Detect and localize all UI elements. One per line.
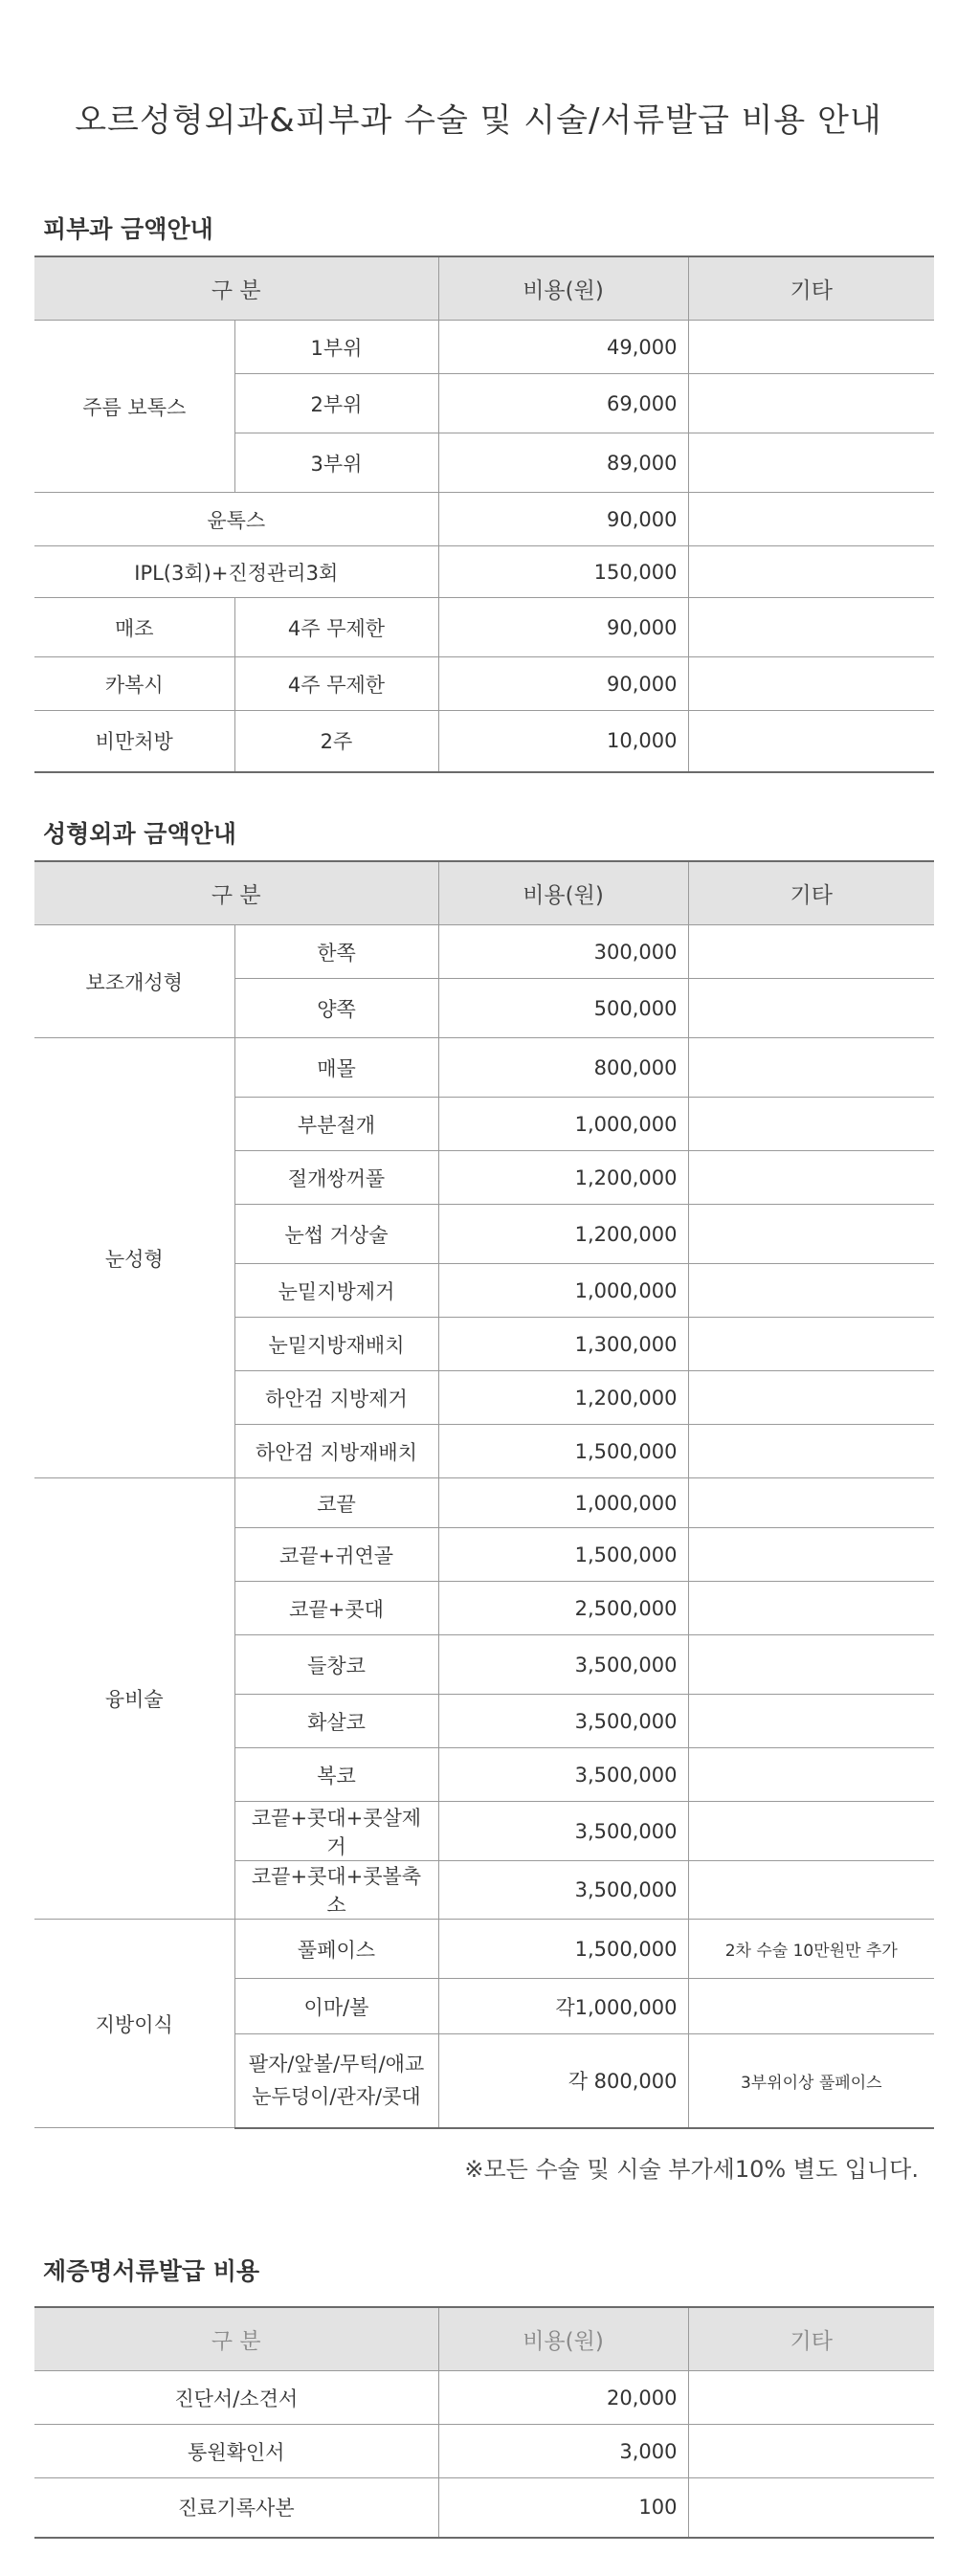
derm-price-table [34,255,934,773]
cost-cell: 90,000 [438,657,688,711]
item-cell: 3부위 [234,433,438,493]
cost-cell: 3,500,000 [438,1695,688,1748]
header-category: 구 분 [34,256,438,321]
note-cell [688,1979,934,2034]
table-row [34,598,934,657]
item-cell: 진단서/소견서 [34,2371,438,2425]
note-cell: 3부위이상 풀페이스 [688,2034,934,2128]
table-header-row [34,861,934,925]
cost-cell: 89,000 [438,433,688,493]
note-cell: 2차 수술 10만원만 추가 [688,1920,934,1979]
table-header-row [34,2307,934,2371]
table-row [34,1920,934,1979]
table-row [34,546,934,598]
table-row [34,2425,934,2478]
vat-footnote: ※모든 수술 및 시술 부가세10% 별도 입니다. [464,2156,919,2183]
page-title: 오르성형외과&피부과 수술 및 시술/서류발급 비용 안내 [75,101,882,140]
item-cell: 눈썹 거상술 [234,1205,438,1264]
cost-cell: 800,000 [438,1038,688,1098]
group-label-botox: 주름 보톡스 [34,321,234,493]
item-cell: 통원확인서 [34,2425,438,2478]
note-cell [688,598,934,657]
note-cell [688,1748,934,1802]
note-cell [688,1582,934,1635]
item-cell: 1부위 [234,321,438,374]
note-cell [688,1635,934,1695]
item-line: 눈두덩이/관자/콧대 [252,2085,421,2109]
note-cell [688,493,934,546]
table-row [34,321,934,374]
cost-cell: 각 800,000 [438,2034,688,2128]
item-cell [234,2034,438,2128]
cost-cell: 10,000 [438,711,688,772]
cost-cell: 1,200,000 [438,1205,688,1264]
item-cell: 화살코 [234,1695,438,1748]
header-note: 기타 [688,2307,934,2371]
item-cell: 하안검 지방제거 [234,1371,438,1425]
note-cell [688,925,934,979]
note-cell [688,374,934,433]
group-label: 매조 [34,598,234,657]
cost-cell: 150,000 [438,546,688,598]
table-header-row [34,256,934,321]
note-cell [688,1528,934,1582]
cost-cell: 1,200,000 [438,1371,688,1425]
header-cost: 비용(원) [438,256,688,321]
cost-cell: 1,500,000 [438,1425,688,1478]
table-row [34,2478,934,2538]
item-cell: 이마/볼 [234,1979,438,2034]
table-row [34,657,934,711]
note-cell [688,1151,934,1205]
header-note: 기타 [688,861,934,925]
cost-cell: 1,500,000 [438,1528,688,1582]
item-cell: 코끝+콧대 [234,1582,438,1635]
table-row [34,1478,934,1528]
item-cell: 절개쌍꺼풀 [234,1151,438,1205]
note-cell [688,1371,934,1425]
note-cell [688,711,934,772]
item-cell: 2주 [234,711,438,772]
note-cell [688,1318,934,1371]
note-cell [688,433,934,493]
note-cell [688,546,934,598]
item-cell: 코끝+콧대+콧살제거 [234,1802,438,1861]
note-cell [688,1038,934,1098]
note-cell [688,1861,934,1920]
cost-cell: 3,000 [438,2425,688,2478]
item-cell: 진료기록사본 [34,2478,438,2538]
note-cell [688,2425,934,2478]
group-label: 카복시 [34,657,234,711]
cost-cell: 20,000 [438,2371,688,2425]
derm-section-title: 피부과 금액안내 [43,215,213,243]
cost-cell: 1,300,000 [438,1318,688,1371]
group-label-dimple: 보조개성형 [34,925,234,1038]
cost-cell: 3,500,000 [438,1748,688,1802]
cost-cell: 1,000,000 [438,1264,688,1318]
header-note: 기타 [688,256,934,321]
header-category: 구 분 [34,2307,438,2371]
cost-cell: 2,500,000 [438,1582,688,1635]
cost-cell: 300,000 [438,925,688,979]
docs-section-title: 제증명서류발급 비용 [43,2257,260,2285]
note-cell [688,1098,934,1151]
group-label: 비만처방 [34,711,234,772]
group-label-nose: 융비술 [34,1478,234,1920]
cost-cell: 각1,000,000 [438,1979,688,2034]
cost-cell: 1,000,000 [438,1478,688,1528]
cost-cell: 500,000 [438,979,688,1038]
docs-price-table [34,2306,934,2539]
table-row [34,925,934,979]
cost-cell: 49,000 [438,321,688,374]
item-cell: 2부위 [234,374,438,433]
note-cell [688,2371,934,2425]
table-row [34,1038,934,1098]
item-cell: 코끝+콧대+콧볼축소 [234,1861,438,1920]
cost-cell: 1,200,000 [438,1151,688,1205]
item-cell: 눈밑지방재배치 [234,1318,438,1371]
note-cell [688,979,934,1038]
item-cell: IPL(3회)+진정관리3회 [34,546,438,598]
cost-cell: 69,000 [438,374,688,433]
note-cell [688,1425,934,1478]
group-label-eye: 눈성형 [34,1038,234,1478]
table-row [34,493,934,546]
note-cell [688,1802,934,1861]
header-cost: 비용(원) [438,2307,688,2371]
header-cost: 비용(원) [438,861,688,925]
item-cell: 하안검 지방재배치 [234,1425,438,1478]
cost-cell: 3,500,000 [438,1861,688,1920]
item-cell: 복코 [234,1748,438,1802]
note-cell [688,1478,934,1528]
item-cell: 코끝 [234,1478,438,1528]
cost-cell: 3,500,000 [438,1635,688,1695]
note-cell [688,321,934,374]
group-label-fat: 지방이식 [34,1920,234,2128]
item-cell: 한쪽 [234,925,438,979]
table-row [34,711,934,772]
item-cell: 4주 무제한 [234,657,438,711]
plastic-price-table [34,860,934,2129]
item-line: 팔자/앞볼/무턱/애교 [248,2053,425,2076]
item-cell: 들창코 [234,1635,438,1695]
cost-cell: 90,000 [438,598,688,657]
item-cell: 양쪽 [234,979,438,1038]
table-row [34,2371,934,2425]
item-cell: 4주 무제한 [234,598,438,657]
cost-cell: 1,000,000 [438,1098,688,1151]
item-cell: 풀페이스 [234,1920,438,1979]
item-cell: 윤톡스 [34,493,438,546]
plastic-section-title: 성형외과 금액안내 [43,820,236,848]
cost-cell: 1,500,000 [438,1920,688,1979]
item-cell: 눈밑지방제거 [234,1264,438,1318]
header-category: 구 분 [34,861,438,925]
note-cell [688,2478,934,2538]
note-cell [688,1264,934,1318]
item-cell: 코끝+귀연골 [234,1528,438,1582]
item-cell: 부분절개 [234,1098,438,1151]
cost-cell: 100 [438,2478,688,2538]
cost-cell: 3,500,000 [438,1802,688,1861]
item-cell: 매몰 [234,1038,438,1098]
note-cell [688,1695,934,1748]
cost-cell: 90,000 [438,493,688,546]
note-cell [688,657,934,711]
note-cell [688,1205,934,1264]
